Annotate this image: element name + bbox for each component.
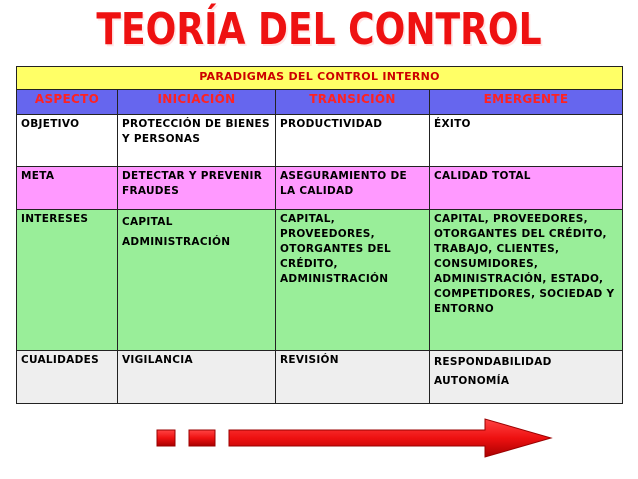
header-emergente: EMERGENTE [430,90,623,115]
cell-emergente: RESPONDABILIDAD AUTONOMÍA [430,351,623,404]
cell-transicion: ASEGURAMIENTO DE LA CALIDAD [276,167,430,210]
table-header-row [17,90,623,115]
header-transicion: TRANSICIÓN [276,90,430,115]
table-caption: PARADIGMAS DEL CONTROL INTERNO [17,67,623,90]
cell-emergente: CAPITAL, PROVEEDORES, OTORGANTES DEL CRÉDITO, TRABAJO, CLIENTES, CONSUMIDORES, ADMINISTRACIÓN, ESTADO, COMPETIDORES, SOCIEDAD Y ENTORNO [430,210,623,351]
cell-transicion: PRODUCTIVIDAD [276,115,430,167]
cell-emergente: CALIDAD TOTAL [430,167,623,210]
table-row [17,167,623,210]
paradigms-table [16,66,623,404]
cell-aspect: OBJETIVO [17,115,118,167]
cell-aspect: CUALIDADES [17,351,118,404]
cell-emergente: ÉXITO [430,115,623,167]
page-title: TEORÍA DEL CONTROL [96,4,542,55]
cell-iniciacion: PROTECCIÓN DE BIENES Y PERSONAS [118,115,276,167]
arrow-block-2 [189,430,215,446]
cell-iniciacion: CAPITAL ADMINISTRACIÓN [118,210,276,351]
cell-iniciacion: VIGILANCIA [118,351,276,404]
arrow-shaft [229,419,551,457]
cell-aspect: INTERESES [17,210,118,351]
arrow-block-1 [157,430,175,446]
header-iniciacion: INICIACIÓN [118,90,276,115]
cell-transicion: REVISIÓN [276,351,430,404]
header-aspecto: ASPECTO [17,90,118,115]
cell-iniciacion: DETECTAR Y PREVENIR FRAUDES [118,167,276,210]
table-row [17,115,623,167]
cell-aspect: META [17,167,118,210]
cell-transicion: CAPITAL, PROVEEDORES, OTORGANTES DEL CRÉDITO, ADMINISTRACIÓN [276,210,430,351]
table-caption-row [17,67,623,90]
table-row [17,351,623,404]
right-arrow-icon [155,417,555,459]
table-row [17,210,623,351]
